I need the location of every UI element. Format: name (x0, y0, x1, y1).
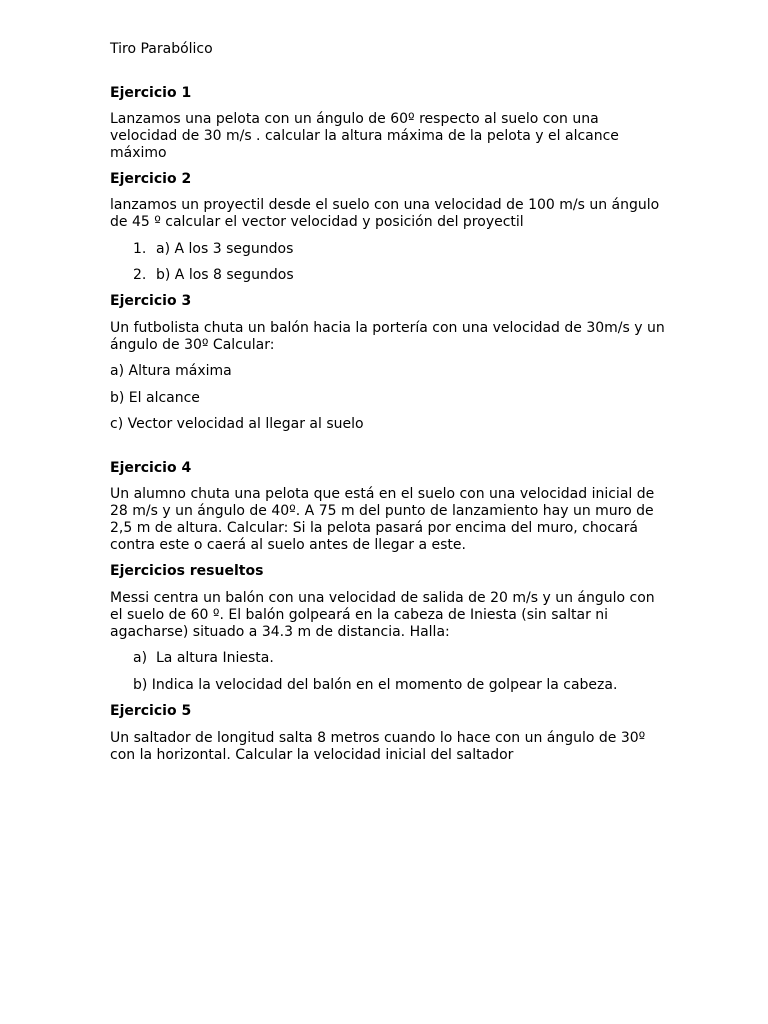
exercise-3-part-a: a) Altura máxima (110, 363, 232, 379)
solved-item-a-label: a) (133, 650, 148, 666)
exercise-3-part-c: c) Vector velocidad al llegar al suelo (110, 416, 364, 432)
document-title: Tiro Parabólico (110, 41, 213, 57)
exercise-1-heading: Ejercicio 1 (110, 85, 192, 101)
solved-exercises-heading: Ejercicios resueltos (110, 563, 264, 579)
exercise-3-heading: Ejercicio 3 (110, 293, 192, 309)
exercise-3-part-b: b) El alcance (110, 390, 200, 406)
solved-exercise-text: Messi centra un balón con una velocidad de salida de 20 m/s y un ángulo con el suelo de 60 º. El balón golpeará en la cabeza de Iniesta (sin saltar ni agacharse) situado a 34.3 m de distancia. Halla: (110, 590, 655, 640)
solved-item-a: La altura Iniesta. (156, 650, 274, 666)
exercise-5-text: Un saltador de longitud salta 8 metros cuando lo hace con un ángulo de 30º con la horizontal. Calcular la velocidad inicial del saltador (110, 730, 646, 763)
exercise-4-text: Un alumno chuta una pelota que está en el suelo con una velocidad inicial de 28 m/s y un ángulo de 40º. A 75 m del punto de lanzamiento hay un muro de 2,5 m de altura. Calcular: Si la pelota pasará por encima del muro, chocará contra este o caerá al suelo antes de llegar a este. (110, 486, 655, 553)
exercise-2-item-2: b) A los 8 segundos (156, 267, 294, 283)
exercise-4-heading: Ejercicio 4 (110, 460, 192, 476)
exercise-2-item-2-number: 2. (133, 267, 147, 283)
exercise-1-text: Lanzamos una pelota con un ángulo de 60º respecto al suelo con una velocidad de 30 m/s . calcular la altura máxima de la pelota y el alcance máximo (110, 111, 619, 161)
exercise-2-heading: Ejercicio 2 (110, 171, 192, 187)
exercise-2-text: lanzamos un proyectil desde el suelo con una velocidad de 100 m/s un ángulo de 45 º calcular el vector velocidad y posición del proyectil (110, 197, 660, 230)
exercise-5-heading: Ejercicio 5 (110, 703, 192, 719)
exercise-3-text: Un futbolista chuta un balón hacia la portería con una velocidad de 30m/s y un ángulo de 30º Calcular: (110, 320, 665, 353)
exercise-2-item-1-number: 1. (133, 241, 147, 257)
exercise-2-item-1: a) A los 3 segundos (156, 241, 294, 257)
solved-item-b: b) Indica la velocidad del balón en el momento de golpear la cabeza. (133, 677, 618, 693)
